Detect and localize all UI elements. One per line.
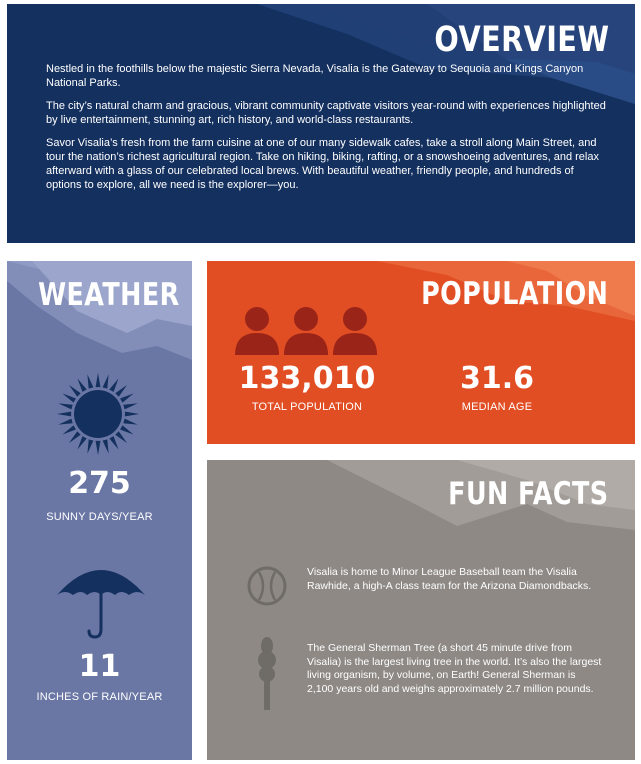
sun-ray	[69, 385, 81, 397]
sun-ray	[87, 439, 93, 453]
overview-title: OVERVIEW	[434, 20, 609, 60]
fun-facts-panel	[207, 460, 635, 760]
median-age-label: MEDIAN AGE	[461, 401, 533, 413]
population-title: POPULATION	[420, 276, 608, 312]
sun-icon	[55, 371, 141, 457]
sun-ray	[69, 431, 81, 443]
overview-panel	[7, 4, 635, 243]
sun-ray	[109, 436, 118, 449]
people-icon	[235, 305, 377, 357]
sunny-days-value: 275	[68, 466, 131, 501]
overview-text	[46, 62, 606, 201]
sun-ray	[103, 374, 109, 388]
sun-ray	[62, 425, 75, 434]
sun-ray	[123, 419, 137, 425]
sun-ray	[58, 403, 72, 409]
population-panel	[207, 261, 635, 444]
weather-title: WEATHER	[38, 277, 180, 313]
overview-paragraph: The city’s natural charm and gracious, vibrant community captivate visitors year-round with experiences highlighted by live entertainment, stunning art, rich history, and world-class restaurants.	[46, 100, 606, 126]
rain-label: INCHES OF RAIN/YEAR	[36, 691, 163, 703]
sun-ray	[120, 394, 133, 403]
overview-paragraph: Nestled in the foothills below the majestic Sierra Nevada, Visalia is the Gateway to Sequoia and Kings Canyon National Parks.	[46, 63, 584, 89]
sun-ray	[96, 441, 101, 455]
fun-fact-text: The General Sherman Tree (a short 45 minute drive from Visalia) is the largest living tree in the world. It’s also the largest living organism, by volume, on Earth! General Sherman is 2,100 years old and weighs approximately 2.7 million pounds.	[307, 642, 602, 695]
sun-ray	[115, 431, 127, 443]
total-population-label: TOTAL POPULATION	[251, 401, 363, 413]
tree-icon	[255, 636, 279, 710]
sun-ray	[103, 439, 109, 453]
sun-ray	[62, 394, 75, 403]
fun-fact-text: Visalia is home to Minor League Baseball team the Visalia Rawhide, a high-A class team for the Arizona Diamondbacks.	[307, 566, 592, 592]
sun-ray	[109, 378, 118, 391]
sun-ray	[58, 419, 72, 425]
sun-ray	[57, 412, 71, 417]
fun-facts-title: FUN FACTS	[447, 476, 608, 512]
sun-ray	[123, 403, 137, 409]
sun-ray	[87, 374, 93, 388]
overview-paragraph: Savor Visalia’s fresh from the farm cuisine at one of our many sidewalk cafes, take a stroll along Main Street, and tour the nation’s richest agricultural region. Take on hiking, biking, rafting, or a snowshoeing adventures, and relax afterward with a glass of our celebrated local brews. With beautiful weather, friendly people, and hundreds of options to explore, all we need is the explorer—you.	[46, 137, 599, 191]
sun-ray	[78, 436, 87, 449]
sun-ray	[120, 425, 133, 434]
sunny-days-label: SUNNY DAYS/YEAR	[46, 511, 153, 523]
total-population-value: 133,010	[238, 361, 376, 396]
baseball-icon	[247, 566, 287, 606]
sun-ray	[115, 385, 127, 397]
median-age-value: 31.6	[459, 361, 535, 396]
sun-ray	[125, 412, 139, 417]
sun-ray	[96, 373, 101, 387]
weather-panel	[7, 261, 192, 760]
rain-value: 11	[78, 649, 121, 684]
umbrella-icon	[55, 561, 147, 641]
sun-ray	[78, 378, 87, 391]
